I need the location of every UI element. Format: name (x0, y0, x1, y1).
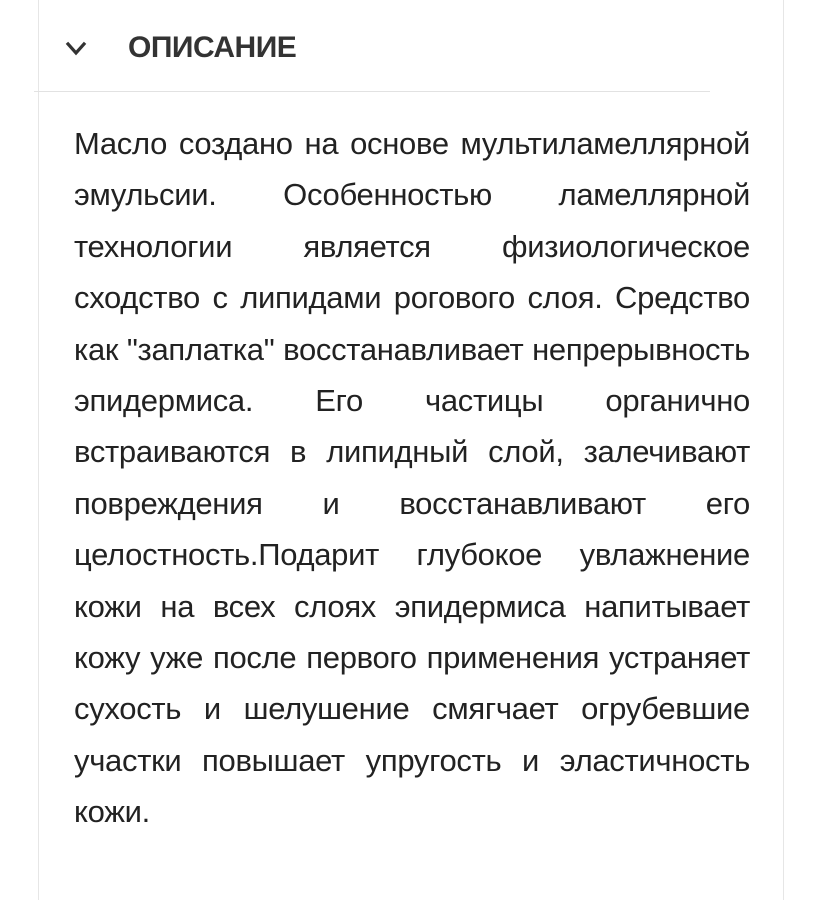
chevron-down-icon[interactable] (64, 37, 88, 61)
product-description-text: Масло создано на основе мультиламеллярной эмульсии. Особенностью ламеллярной технологии является физиологическое сходство с липидами рогового слоя. Средство как "заплатка" восстанавливает непрерывность эпидермиса. Его частицы органично встраиваются в липидный слой, залечивают повреждения и восстанавливают его целостность.Подарит глубокое увлажнение кожи на всех слоях эпидермиса напитывает кожу уже после первого применения устраняет сухость и шелушение смягчает огрубевшие участки повышает упругость и эластичность кожи. (74, 126, 750, 830)
description-accordion-header[interactable] (34, 0, 710, 92)
section-title: ОПИСАНИЕ (128, 31, 297, 64)
